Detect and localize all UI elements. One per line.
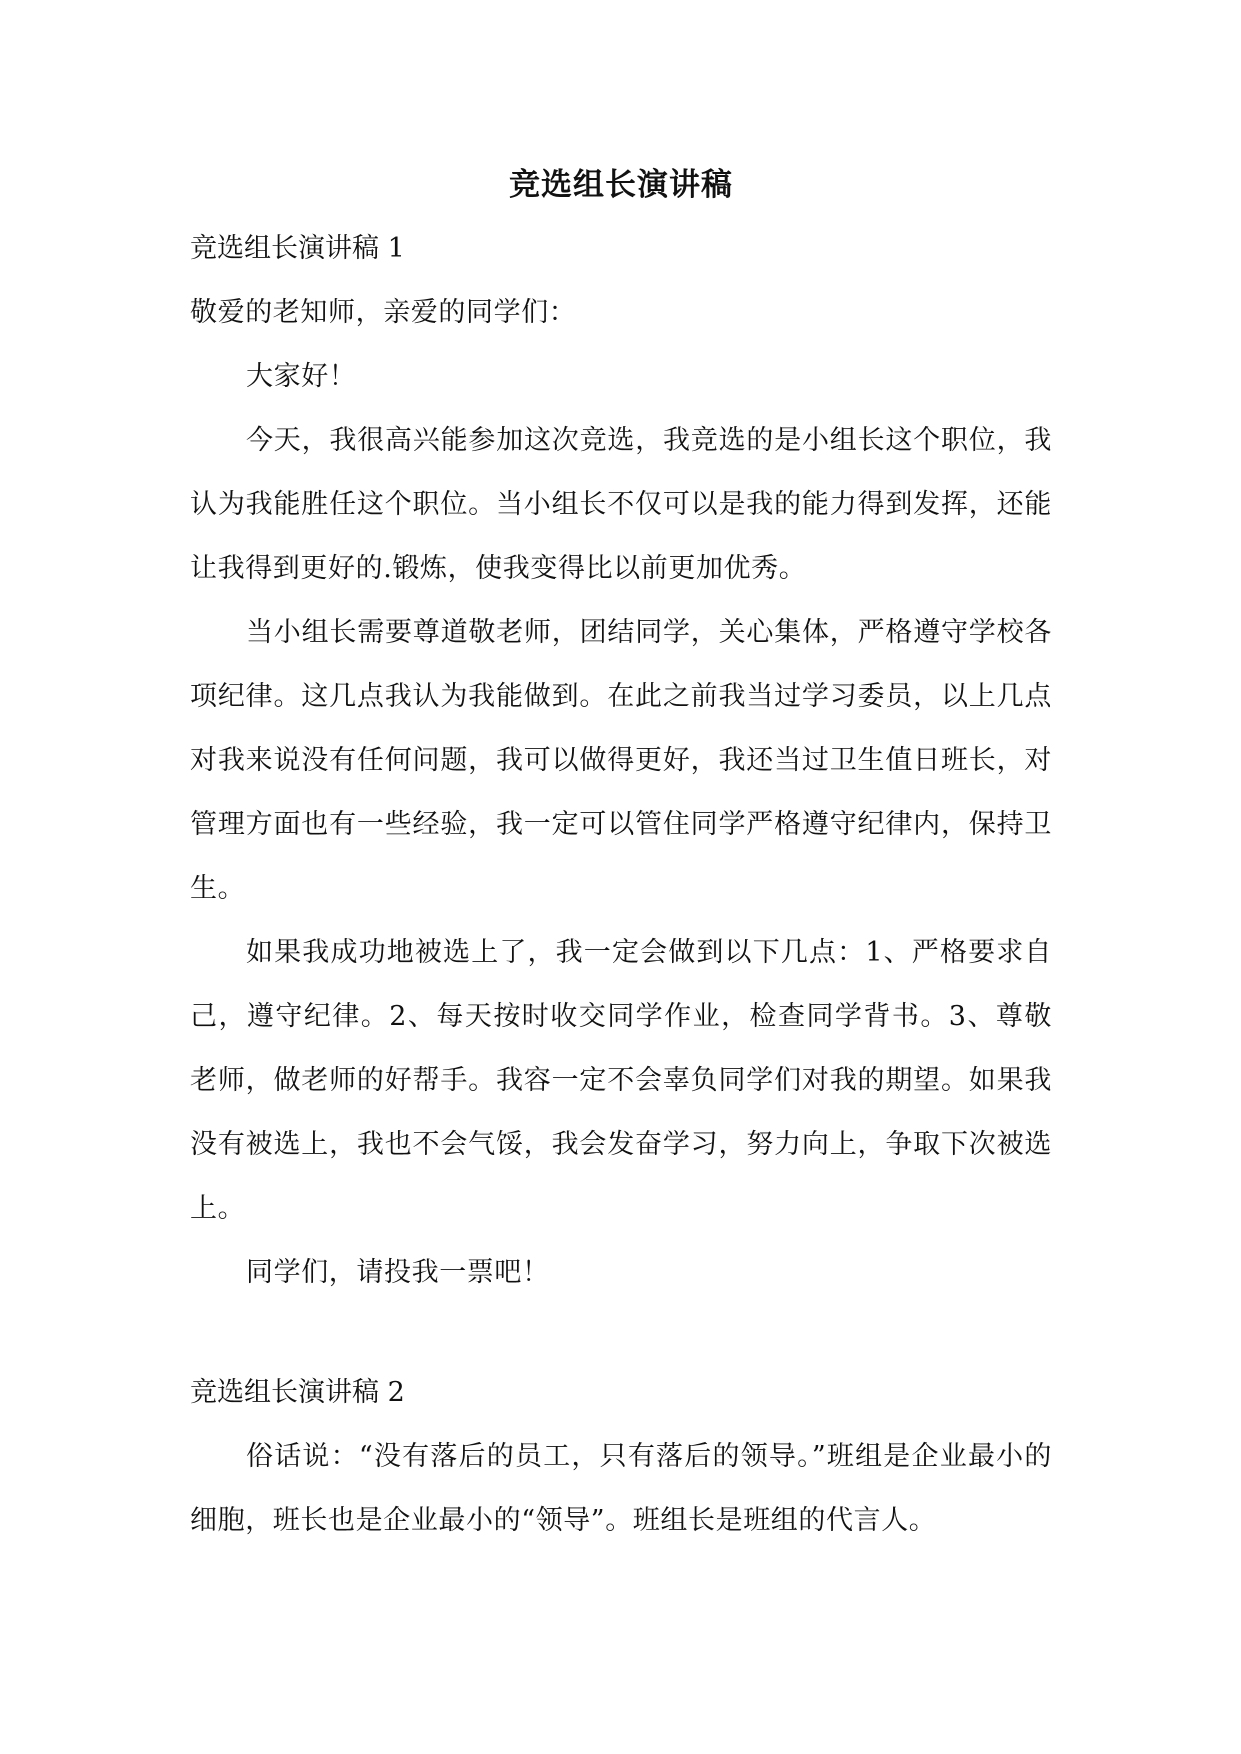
section-heading-1: 竞选组长演讲稿 1 <box>190 233 405 264</box>
document-body <box>190 155 1052 1553</box>
greeting: 大家好！ <box>246 361 357 392</box>
salutation: 敬爱的老知师，亲爱的同学们： <box>190 297 577 328</box>
paragraph: 俗话说：“没有落后的员工，只有落后的领导。”班组是企业最小的细胞，班长也是企业最小的“领导”。班组长是班组的代言人。 <box>190 1441 1052 1536</box>
document-title: 竞选组长演讲稿 <box>509 167 733 203</box>
closing-line: 同学们，请投我一票吧！ <box>246 1257 550 1288</box>
section-heading-2: 竞选组长演讲稿 2 <box>190 1377 405 1408</box>
paragraph: 如果我成功地被选上了，我一定会做到以下几点：1、严格要求自己，遵守纪律。2、每天按时收交同学作业，检查同学背书。3、尊敬老师，做老师的好帮手。我容一定不会辜负同学们对我的期望。如果我没有被选上，我也不会气馁，我会发奋学习，努力向上，争取下次被选上。 <box>190 937 1052 1224</box>
paragraph: 今天，我很高兴能参加这次竞选，我竞选的是小组长这个职位，我认为我能胜任这个职位。当小组长不仅可以是我的能力得到发挥，还能让我得到更好的.锻炼，使我变得比以前更加优秀。 <box>190 425 1052 584</box>
section-gap <box>190 1305 1052 1361</box>
paragraph: 当小组长需要尊道敬老师，团结同学，关心集体，严格遵守学校各项纪律。这几点我认为我能做到。在此之前我当过学习委员，以上几点对我来说没有任何问题，我可以做得更好，我还当过卫生值日班长，对管理方面也有一些经验，我一定可以管住同学严格遵守纪律内，保持卫生。 <box>190 617 1052 904</box>
